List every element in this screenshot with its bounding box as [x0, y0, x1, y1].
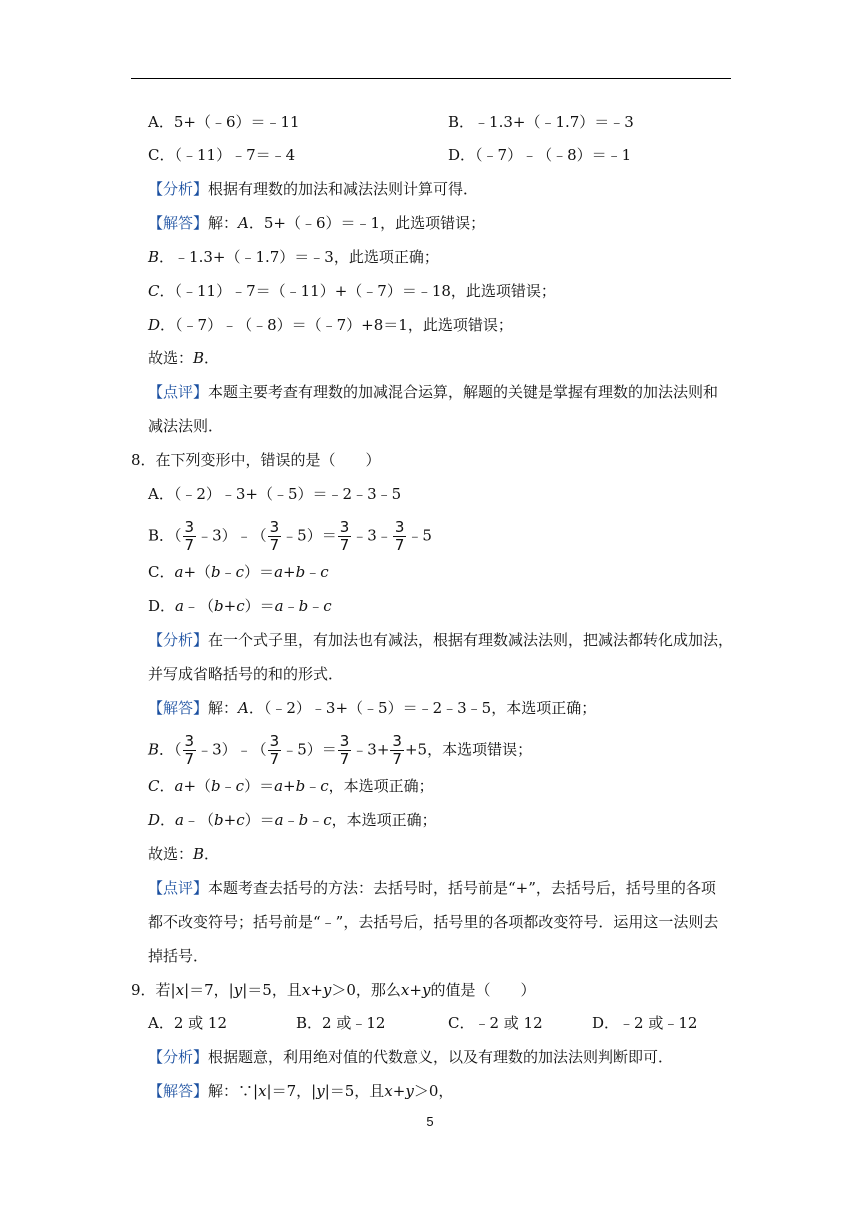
- q9-option-b: B．2 或﹣12: [296, 1014, 386, 1032]
- q7-answer-line-3: C．（﹣11）﹣7＝（﹣11）+（﹣7）＝﹣18，此选项错误；: [148, 282, 556, 300]
- q8-option-d: D．a﹣（b+c）＝a﹣b﹣c: [148, 597, 332, 615]
- analysis-tag: 【分析】: [148, 180, 209, 198]
- q8-option-b: B．（ $\frac{3}{7}$ ﹣3）﹣（ $\frac{3}{7}$ ﹣5）＝ $\frac{3}{7}$ ﹣3﹣ $\frac{3}{7}$ ﹣5: [148, 518, 432, 554]
- fraction: $\frac{3}{7}$: [269, 518, 280, 554]
- fraction: $\frac{3}{7}$: [394, 518, 405, 554]
- q8-comment-line-2: 都不改变符号；括号前是“﹣”，去括号后，括号里的各项都改变符号．运用这一法则去: [148, 913, 719, 931]
- page-number: 5: [426, 1114, 434, 1129]
- q9-analysis: 【分析】根据题意，利用绝对值的代数意义，以及有理数的加法法则判断即可．: [148, 1048, 674, 1066]
- q8-answer-line-2: B．（ $\frac{3}{7}$ ﹣3）﹣（ $\frac{3}{7}$ ﹣5）＝ $\frac{3}{7}$ ﹣3+ $\frac{3}{7}$ +5，本选项错误；: [148, 732, 533, 768]
- q8-stem: 8．在下列变形中，错误的是（ ）: [131, 451, 381, 469]
- comment-tag: 【点评】: [148, 383, 209, 401]
- answer-tag: 【解答】: [148, 214, 209, 232]
- q9-stem: 9．若|x|＝7，|y|＝5，且x+y＞0，那么x+y的值是（ ）: [131, 981, 536, 999]
- q8-option-a: A．（﹣2）﹣3+（﹣5）＝﹣2﹣3﹣5: [148, 485, 402, 503]
- q9-option-a: A．2 或 12: [148, 1014, 227, 1032]
- fraction: $\frac{3}{7}$: [184, 732, 195, 768]
- q8-analysis-line-1: 【分析】在一个式子里，有加法也有减法，根据有理数减法法则，把减法都转化成加法，: [148, 631, 734, 649]
- q8-comment-line-3: 掉括号．: [148, 947, 209, 965]
- fraction: $\frac{3}{7}$: [269, 732, 280, 768]
- q7-option-d: D．（﹣7）﹣（﹣8）＝﹣1: [448, 146, 632, 164]
- q8-option-c: C．a+（b﹣c）＝a+b﹣c: [148, 563, 329, 581]
- q7-option-a: A．5+（﹣6）＝﹣11: [148, 113, 300, 131]
- header-rule: [131, 78, 731, 79]
- answer-tag: 【解答】: [148, 1082, 209, 1100]
- comment-tag: 【点评】: [148, 879, 209, 897]
- q9-answer-line-1: 【解答】解：∵|x|＝7，|y|＝5，且x+y＞0，: [148, 1082, 454, 1100]
- analysis-tag: 【分析】: [148, 631, 209, 649]
- q7-option-c: C．（﹣11）﹣7＝﹣4: [148, 146, 296, 164]
- q9-option-d: D．﹣2 或﹣12: [592, 1014, 698, 1032]
- q7-answer-line-2: B．﹣1.3+（﹣1.7）＝﹣3，此选项正确；: [148, 248, 439, 266]
- q7-option-b: B．﹣1.3+（﹣1.7）＝﹣3: [448, 113, 634, 131]
- answer-tag: 【解答】: [148, 699, 209, 717]
- q8-comment-line-1: 【点评】本题考查去括号的方法：去括号时，括号前是“+”，去括号后，括号里的各项: [148, 879, 716, 897]
- q8-analysis-line-2: 并写成省略括号的和的形式．: [148, 665, 344, 683]
- q7-choice: 故选：B．: [148, 349, 220, 367]
- q7-answer-line-1: 【解答】解：A．5+（﹣6）＝﹣1，此选项错误；: [148, 214, 486, 232]
- q8-answer-line-1: 【解答】解：A．（﹣2）﹣3+（﹣5）＝﹣2﹣3﹣5，本选项正确；: [148, 699, 597, 717]
- fraction: $\frac{3}{7}$: [339, 518, 350, 554]
- q7-comment-line-1: 【点评】本题主要考查有理数的加减混合运算，解题的关键是掌握有理数的加法法则和: [148, 383, 719, 401]
- q8-answer-line-4: D．a﹣（b+c）＝a﹣b﹣c，本选项正确；: [148, 811, 437, 829]
- q7-answer-line-4: D．（﹣7）﹣（﹣8）＝（﹣7）+8＝1，此选项错误；: [148, 316, 513, 334]
- q9-option-c: C．﹣2 或 12: [448, 1014, 543, 1032]
- q8-answer-line-3: C．a+（b﹣c）＝a+b﹣c，本选项正确；: [148, 777, 434, 795]
- q8-choice: 故选：B．: [148, 845, 220, 863]
- q7-analysis: 【分析】根据有理数的加法和减法法则计算可得．: [148, 180, 479, 198]
- analysis-tag: 【分析】: [148, 1048, 209, 1066]
- q7-comment-line-2: 减法法则．: [148, 417, 224, 435]
- fraction: $\frac{3}{7}$: [184, 518, 195, 554]
- fraction: $\frac{3}{7}$: [392, 732, 402, 768]
- fraction: $\frac{3}{7}$: [339, 732, 350, 768]
